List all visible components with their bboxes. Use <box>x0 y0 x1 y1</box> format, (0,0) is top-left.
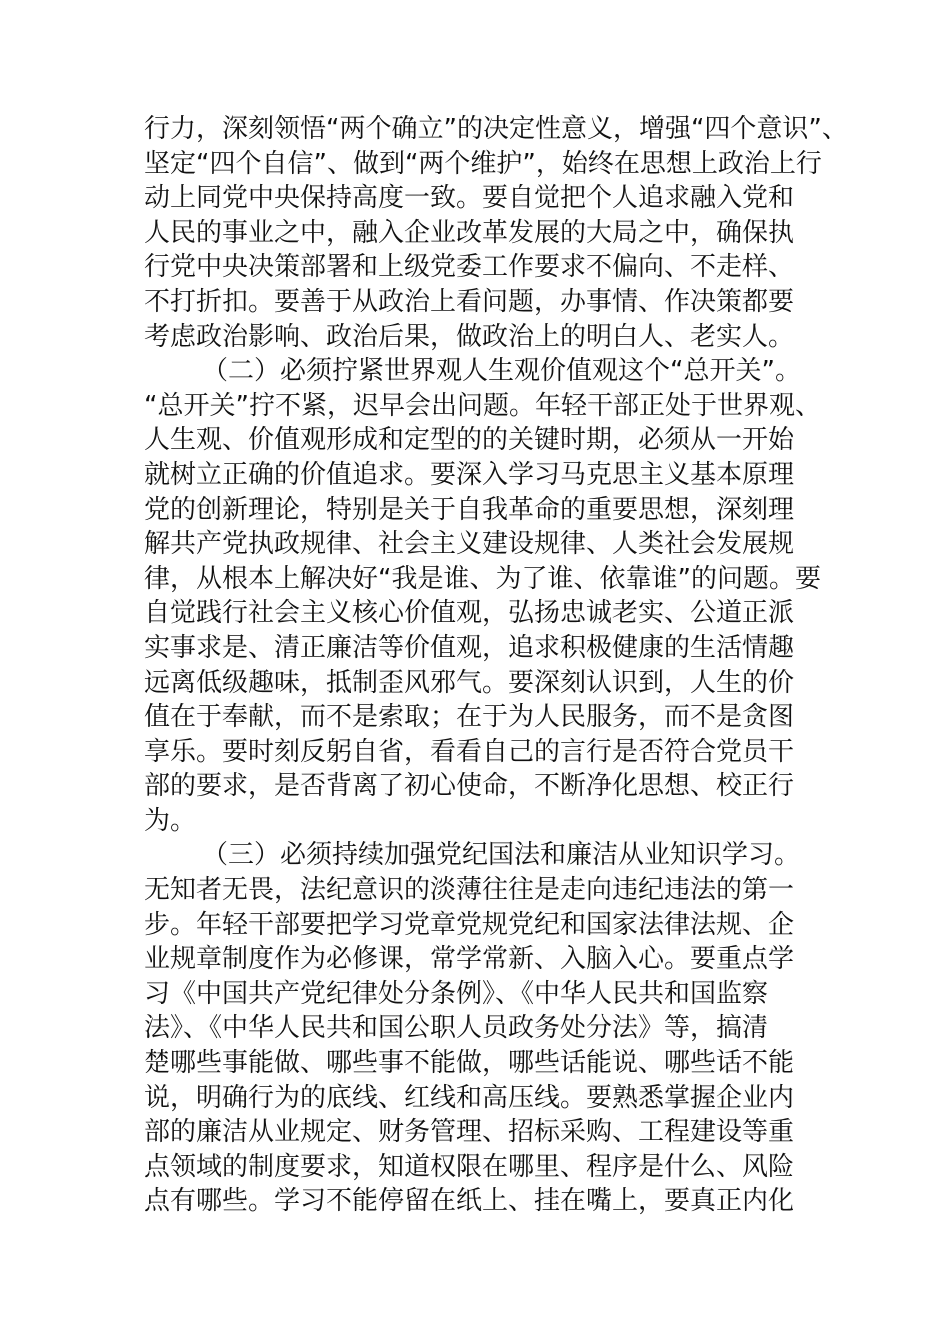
text-line: 部的廉洁从业规定、财务管理、招标采购、工程建设等重 <box>144 1117 795 1148</box>
text-line: 动上同党中央保持高度一致。要自觉把个人追求融入党和 <box>144 183 795 214</box>
body-text <box>144 112 848 1219</box>
text-line: 行党中央决策部署和上级党委工作要求不偏向、不走样、 <box>144 252 795 283</box>
text-line: 就树立正确的价值追求。要深入学习马克思主义基本原理 <box>144 459 795 490</box>
text-line: 人民的事业之中，融入企业改革发展的大局之中，确保执 <box>144 217 795 248</box>
text-line: 法》、《中华人民共和国公职人员政务处分法》等，搞清 <box>144 1013 769 1044</box>
text-line: 不打折扣。要善于从政治上看问题，办事情、作决策都要 <box>144 286 795 317</box>
text-line: 无知者无畏，法纪意识的淡薄往往是走向违纪违法的第一 <box>144 875 795 906</box>
text-line: 解共产党执政规律、社会主义建设规律、人类社会发展规 <box>144 529 795 560</box>
text-line: 实事求是、清正廉洁等价值观，追求积极健康的生活情趣 <box>144 632 795 663</box>
text-line: 人生观、价值观形成和定型的的关键时期，必须从一开始 <box>144 425 795 456</box>
text-line: 党的创新理论，特别是关于自我革命的重要思想，深刻理 <box>144 494 795 525</box>
section-heading-2: （二）必须拧紧世界观人生观价值观这个“总开关”。 <box>202 356 801 387</box>
section-heading-3: （三）必须持续加强党纪国法和廉洁从业知识学习。 <box>202 840 801 871</box>
text-line: “总开关”拧不紧，迟早会出问题。年轻干部正处于世界观、 <box>144 390 821 421</box>
text-line: 律，从根本上解决好“我是谁、为了谁、依靠谁”的问题。要 <box>144 563 821 594</box>
text-line: 说，明确行为的底线、红线和高压线。要熟悉掌握企业内 <box>144 1082 795 1113</box>
text-line: 为。 <box>144 805 197 836</box>
text-line: 自觉践行社会主义核心价值观，弘扬忠诚老实、公道正派 <box>144 598 795 629</box>
text-line: 点有哪些。学习不能停留在纸上、挂在嘴上，要真正内化 <box>144 1186 795 1217</box>
text-line: 业规章制度作为必修课，常学常新、入脑入心。要重点学 <box>144 944 795 975</box>
text-line: 部的要求，是否背离了初心使命，不断净化思想、校正行 <box>144 771 795 802</box>
text-line: 值在于奉献，而不是索取；在于为人民服务，而不是贪图 <box>144 702 795 733</box>
text-line: 步。年轻干部要把学习党章党规党纪和国家法律法规、企 <box>144 909 795 940</box>
text-line: 点领域的制度要求，知道权限在哪里、程序是什么、风险 <box>144 1151 795 1182</box>
text-line: 习《中国共产党纪律处分条例》、《中华人民共和国监察 <box>144 978 769 1009</box>
text-line: 远离低级趣味，抵制歪风邪气。要深刻认识到，人生的价 <box>144 667 795 698</box>
text-line: 享乐。要时刻反躬自省，看看自己的言行是否符合党员干 <box>144 736 795 767</box>
text-line: 楚哪些事能做、哪些事不能做，哪些话能说、哪些话不能 <box>144 1048 795 1079</box>
text-line: 行力，深刻领悟“两个确立”的决定性意义，增强“四个意识”、 <box>144 114 848 144</box>
text-line: 坚定“四个自信”、做到“两个维护”，始终在思想上政治上行 <box>144 148 822 179</box>
text-line: 考虑政治影响、政治后果，做政治上的明白人、老实人。 <box>144 321 795 352</box>
